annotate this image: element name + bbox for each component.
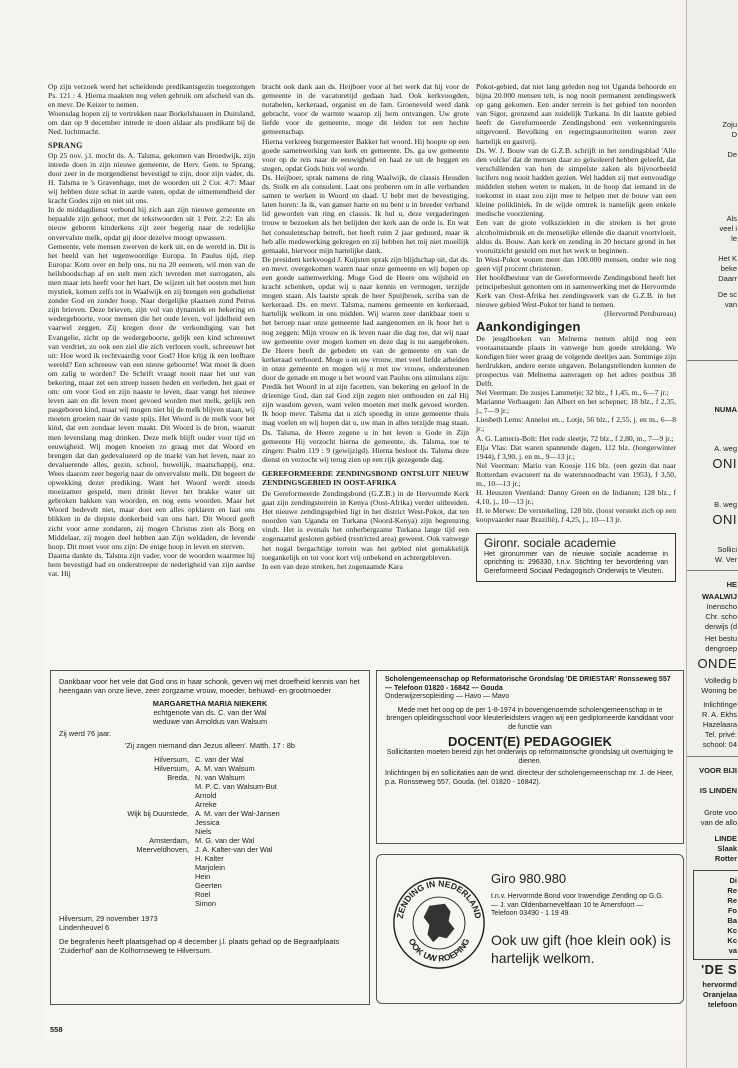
giro-donation-ad [376,854,684,1004]
article-paragraph: Gemeente, vele mensen zwerven de kerk uit, en de wereld in. Dit is het beeld van het tegenwoordige Europa. In Paulus tijd, riep Europa: Kom over en help ons, nu na 20 eeuwen, wil men van de heilsboodschap af en stelt men zich tevreden met surrogaten, als men maar iets heeft voor het hart. De wijzen uit het oosten met hun mystiek, komen zelfs tot in Waalwijk en zij brengen een godsdienst zonder God en zonder hoop. Naar dergelijke plaatsen zond Petrus zijn brieven. Deze brieven, zijn vol van dynamiek en bekering en wedergeboorte, voor mensen die het oude leven, vol ijdelheid een vaarwel zeggen. Zij kregen door de verkondiging van het Evangelie, zicht op de wedergeboorte, gelijk een kind schreeuwt van verdriet, zo ook een ziel die zich verloren voelt, schreeuwt het uit: Hoe word ik rechtvaardig voor God? Hoe krijg ik een leefbare wereld? Een schreeuw van een nieuw geboorne! Wat moet ik doen om zalig te worden? De Schrift vraagt nooit naar het uur van bekering, maar zet een streep tussen heden en verleden, het gaat er om: om voor God en zijn naaste te leven, daar vangt het nieuwe leven aan en dit leven moet gevoed worden met melk, gelijk een pasgeboren kind, maar wij mogen niet bij de melk blijven staan, wij moeten groeien naar de vaste spijs. Het Woord is de melk voor het kind, dat een zondaar leven maakt. Dit Woord is de bron, waaruit men levenslang mag drinken. Deze melk blijft ouder voor tijd en eeuwigheid. Wij mogen knoeien zo graag met dat Woord en brengen dat dan gedevalueerd op de markt van het leven, naar zo devaluerende alles, gezin, school, huwelijk, maatschappij, enz. Wees daarom zeer begerig naar de onvervalste melk. Dit begeert de opwekking dezer prediking. Want het Woord werdt steeds moeizamer gespeld, men drinkt liever het brakke water uit gebroken bakken van woorden, en nog eens woorden. Maar het Woord bedevelt niet, maar doet een alles opklaren en laat ons blikken in de diepste donkerheid van ons hart. Dit Woord geeft zicht voor arme zondaren, zij mogen Christus zien als Borg en Middelaar, zij mogen deel hebben aan Zijn weldaden, de levende hoop. Dit moet voor ons zijn: De enige hoop in leven en sterven. [48,241,255,551]
edge-text: Re [727,896,737,905]
edge-text: Sollici [717,545,737,554]
school-subheader: Onderwijzersopleiding — Havo — Mavo [385,693,510,701]
article-paragraph: In de middagdienst verbond hij zich aan zijn nieuwe gemeente en bepaalde zijn gehoor, met de tekstwoorden uit 1 Petr. 2:2: En als nieuw geboren kinderkens zijt zeer begerig naar de redelijke onvervalste melk, opdat gij door dezelve moogt opwassen. [48,205,255,242]
article-paragraph: Hierna verkreeg burgemeester Bakker het woord. Hij hoopte op een goede samenwerking van kerk en gemeente. Ds. ga uw gemeente voor op de reis naar de eeuwigheid en haal ze uit de heggen en stegen, opdat Gods huis vol worde. [262,136,469,173]
family-member: Arreke [195,800,217,809]
article-paragraph: Het hoofdbestuur van de Gereformeerde Zendingsbond heeft het principebesluit genomen om in samenwerking met de Hervormde Kerk van Oost-Afrika het zendingswerk van de G.Z.B. in het nieuwe gebied West-Pokot ter hand te nemen. [476,272,676,310]
family-member: Marjolein [195,863,225,872]
edge-text: VOOR BIJI [699,766,737,775]
article-paragraph: bracht ook dank aan ds. Heijboer voor al het werk dat hij voor de gemeente in de vacaturetijd gedaan had. Ook kerkvoogden, notabelen, kerkeraad, organist en de fam. Groeneveld werd dank gebracht, voor de warmte waarop zij hem ontvangen. Uw grote liefde voor de gemeente, moge dit leiden tot een hechte gemeenschap. [262,82,469,137]
mission-seal-icon [391,875,487,971]
edge-text: Di [729,876,737,885]
age-line: Zij werd 76 jaar. [59,729,112,738]
widow-line: weduwe van Arnoldus van Walsum [152,717,268,726]
book-listing: H. te Merwe: De verstekeling, 128 blz. (loost verstekt zich op een koopvaarder naar Brazilië), f 4,25, j., 10—13 jr. [476,506,676,525]
family-member: J. A. Kalter-van der Wal [195,845,273,854]
svg-text:OOK UW ROEPING [407,937,472,964]
edge-text: 'DE S [701,962,737,977]
family-place [59,800,189,809]
book-listing: Liesbeth Lems: Annelot en... Lotje, 56 blz., f 2,55, j. en m., 6—8 jr.; [476,415,676,434]
family-place [59,881,189,890]
family-place: Breda, [167,773,189,782]
column-2 [262,82,469,571]
edge-text: Het K [718,254,737,263]
school-header: Scholengemeenschap op Reformatorische Grondslag 'DE DRIESTAR' Ronsseweg 557 — Telefoon 01820 - 16842 — Gouda [385,676,671,692]
giro-number: Giro 980.980 [491,871,567,886]
book-listing: Elja Vlas: Dat waren spannende dagen, 112 blz. (hongerwinter 1944), f 3,90, j. en m., 9—13 jr.; [476,442,676,461]
article-paragraph: De president kerkvoogd J. Kuijsten sprak zijn blijdschap uit, dat ds. en mevr. overgekomen waren naar onze gemeente en wij hopen op een goede samenwerking. Moge God de Heere ons wijsheid en kracht schenken, opdat wij u naar kennis en vermogen, terzijde mogen staan. Als laatste sprak de heer Spuijbroek, scriba van de kerkeraad. Ds. en mevr. Talsma, namens gemeente en kerkeraad, hartelijk welkom in ons midden. Wij waren zeer dankbaar toen u het beroep naar onze gemeente had aangenomen en ik hoor het u nog zeggen: Mijn vrouw en ik leven naar die dag toe, dat wij naar uw gemeente over mogen komen en deze dag is nu aangebroken. De Heere heeft de gebeden en van de gemeente en van de kerkeraad verhoord. Moge u en uw vrouw, met veel liefde arbeiden in onze gemeente en mogen wij u met uw vrouw, ondersteunen door de genade en moge u het woord van Paulus ons stimulans zijn: Predik het Woord in al zijn facetten, van bekering en geloof in de drieenige God, dan zal God zijn zegen niet onthouden en zal Hij zijn wasdom geven, want velen moeten met melk gevoed worden. Ik hoop mevr. Talsma dat u zich spoedig in onze gemeente thuis mag voelen en wij hopen dat u, uw man in alles terzijde mag staan. Ds. Talsma, de Heere zegene u in het leven u Gode in Zijn gemeente Hij verzocht hierna de gemeente, ds. Talsma, toe te zingen: Psalm 119 : 9 (gewijzigd). Hierna besloot ds. Talsma deze dienst en verzocht wij terug zien op een rijk gezegende dag. [262,254,469,464]
family-member: M. P. C. van Walsum-But [195,782,277,791]
family-place [59,854,189,863]
book-listing: A. G. Lameris-Bolt: Het rode sleetje, 72 blz., f 2,80, m., 7—9 jr.; [476,433,674,443]
edge-text: le [731,234,737,243]
edge-text: De [727,150,737,159]
death-notice-intro: Dankbaar voor het vele dat God ons in haar schonk, geven wij met droefheid kennis van het heengaan van onze lieve, zeer zorgzame vrouw, moeder, behuwd- en grootmoeder [59,677,360,695]
family-place [59,827,189,836]
family-member: Roel [195,890,211,899]
family-member: Niels [195,827,212,836]
book-listing: Marianne Verhaagen: Jan Albert en het schepnet; 18 blz., f 2,35, j., 7—9 jr.; [476,397,676,416]
family-member: Jessica [195,818,220,827]
edge-text: Fo [727,906,737,915]
giro-account-holder: t.n.v. Hervormde Bond voor Inwendige Zending op G.G. — J. van Oldenbarneveltlaan 10 te Amersfoort — Telefoon 03490 - 1 19 49. [491,893,664,918]
edge-text: Volledig b [704,676,737,685]
edge-text: veel i [719,224,737,233]
article-paragraph: Ds. Heijboer, sprak namens de ring Waalwijk, de classis Heusden ds. Stolk en als consulent. Laat ons proberen om in alle verbanden samen te werken in Woord en daad. U bebt met de bevestiging, laten horen: Ja ik, van ganser harte en nu bent u in breeder verband lid geworden van ring en classis. Ik hul u, deze vergaderingen trouw te bezoeken als het belijden der kerk aan de orde is. En wat het consulentschap betreft, het heeft ruim 2 jaar geduurd, maar ik heb alle medewerking gekregen en zij hebben het mij niet moeilijk gemaakt, hiervoor mijn hartelijke dank. [262,172,469,255]
edge-text: W. Ver [714,555,737,564]
edge-text: De sc [717,290,737,299]
family-member: H. Kalter [195,854,224,863]
edge-text: LINDE [714,834,737,843]
article-paragraph: Daarna dankte ds. Talsma zijn vader, voor de woorden waarmee hij hem bevestigd had en onderstreepte de nederigheid van zijn aardse vat. Hij [48,550,255,578]
edge-text: Het bestu [704,634,737,643]
family-member: A. M. van der Wal-Jansen [195,809,280,818]
book-listing: H. Heuszen Veenland: Danny Green en de Indianen; 128 blz., f 4,10, j., 10—13 jr.; [476,488,676,507]
family-member: M. G. van der Wal [195,836,255,845]
donation-appeal: Ook uw gift (hoe klein ook) is hartelijk welkom. [491,932,671,966]
edge-text: van [724,300,737,309]
article-paragraph: Pokot-gebied, dat niet lang geleden nog tot Uganda behoorde en bijna 20.000 mensen telt, is nog nooit permanent zendingswerk op gang gekomen. Een ander terrein is het gebied ten noorden van Sigor, grenzend aan zuidelijk Turkana. In dit laatste gebied heeft de Gereformeerde Zendingsbond een verkenningsreis uitgevoerd. Bevolking en regeringsautoriteiten waren zeer hartelijk en gastvrij. [476,82,676,146]
edge-text: Zoju [722,120,737,129]
column-1 [48,82,255,578]
family-member: Geerten [195,881,222,890]
family-member: A. M. van Walsum [195,764,255,773]
edge-text: A. weg [714,444,737,453]
edge-text: ONI [712,512,737,527]
edge-text: Hazelaara [702,720,737,729]
family-place: Amsterdam, [149,836,189,845]
edge-text: Chr. scho [705,612,737,621]
family-member: Arnold [195,791,217,800]
edge-text: beke [720,264,737,273]
family-place [59,890,189,899]
vacancy-text: Mede met het oog op de per 1-8-1974 in bovengenoemde scholengemeenschap in te brengen opleidingsschool voor kleuterleidsters vragen wij een gediplomeerde kandidaat voor de functie van [386,706,674,731]
article-paragraph: Woensdag hopen zij te vertrekken naar Borkelshausen in Duitsland, om dan op 9 december intrede te doen aldaar als predikant bij de Ned. luchtmacht. [48,109,255,137]
adjacent-page-strip [686,0,738,1068]
family-member: N. van Walsum [195,773,245,782]
edge-text: B. weg [714,500,737,509]
family-place: Meerveldhoven, [136,845,189,854]
edge-text: Inenscho [706,602,737,611]
seal-top-text: ZENDING IN NEDERLAND [394,878,484,920]
bible-verse: 'Zij zagen niemand dan Jezus alleen'. Matth. 17 : 8b [124,741,296,750]
family-place [59,872,189,881]
vacancy-requirement: Sollicitanten moeten bereid zijn het onderwijs op reformatorische grondslag uit overtuiging te dienen. [386,749,674,765]
burial-note: De begrafenis heeft plaatsgehad op 4 december j.l. plaats gehad op de Begraafplaats 'Zuiderhof' aan de Kolhornseweg te Hilversum. [59,937,340,955]
edge-text: derwijs (d [704,622,737,631]
edge-text: Kc [727,926,737,935]
edge-text: va [728,946,737,955]
death-notice [50,670,370,1005]
edge-text: Grote voo [704,808,737,817]
article-paragraph: Op 25 nov. j.l. mocht ds. A. Talsma, gekomen van Broedwijk, zijn intrede doen in zijn nieuwe gemeente, de Herv. Gem. te Sprang, door zeer in de morgendienst bevestigd te zijn, door zijn vader, ds. H. Talsma te 's Gravenhage, met de woorden uit 2 Cor. 4:7: Maar wij hebben deze schat in aarde vaten, opdat de uitnemendheid der kracht Godes zijn en niet uit ons. [48,150,255,206]
family-member: Simon [195,899,216,908]
vacancy-title: DOCENT(E) PEDAGOGIEK [448,733,612,749]
academy-notice-title: Gironr. sociale academie [484,535,617,550]
book-listing: Nel Veerman: Mario van Koosje 116 blz. (een gezin dat naar Rotterdam evacueert na de watersnoodnacht van 1953), f 3,50, m., 10—13 jr.; [476,460,676,489]
seal-bottom-text: OOK UW ROEPING [406,936,472,964]
edge-text: Kc [727,936,737,945]
page-number: 558 [50,1025,63,1034]
address-line: Lindenheuvel 6 [59,923,110,932]
spouse-line: echtgenote van ds. C. van der Wal [153,708,267,717]
announcements-intro: De jeugdboeken van Melnema nemen altijd nog een vooraanstaande plaats in vanwege hun goede strekking. We kondigen hier weer graag de volgende deeltjes aan. Sommige zijn herdrukken, andere eerste uitgaven. Belangstellenden kunnen de prospectus van Melnema aanvragen op het adres postbus 38 Delft. [476,333,676,388]
edge-text: dengroep [705,644,737,653]
edge-text: Oranjelaa [702,990,737,999]
section-heading-sprang: SPRANG [48,140,83,150]
article-paragraph: Ds. W. J. Bouw van de G.Z.B. schrijft in het zendingsblad 'Alle den volcke' dat de mensen daar zo geïsoleerd hebben geleefd, dat verschillenden van hen de simpelste zaken als bijvoorbeeld lucifers nog nooit hadden gezien. Wel hadden zij met eenvoudige middelen stehen weten te maken, in de hoop dat iemand in de toekomst in staat zou zijn mee te helpen met de bouw van een kleine polikliniek. In de wijde omtrek is namelijk geen enkele medische voorziening. [476,145,676,219]
edge-text: Tel. privé: [704,730,737,739]
family-place [59,863,189,872]
deceased-name: MARGARETHA MARIA NIEKERK [152,699,268,708]
book-listing: Nel Veerman: De zusjes Lammetje; 32 blz., f 1,45, m., 6—7 jr.; [476,388,669,398]
edge-text: Ba [727,916,737,925]
press-credit: (Hervormd Persbureau) [604,309,676,319]
edge-text: Rotter [714,854,737,863]
edge-text: ONI [712,456,737,471]
edge-text: D [731,130,737,139]
family-place [59,782,189,791]
article-paragraph: Een van de grote volksziekten in die streken is het grote alcoholmisbruik en de menselijke ellende die daaruit voortvloeit, aldus ds. Bouw. Aan kerk en zending in 20 hectare grond in het vooruitzicht gesteld om met het werk te beginnen. [476,218,676,255]
edge-text: WAALWIJ [702,592,737,601]
article-paragraph: De Gereformeerde Zendingsbond (G.Z.B.) in de Hervormde Kerk gaat zijn zendingsterrein in Kenya (Oost-Afrika) verder uitbreiden. Het nieuwe zendingsgebied ligt in het district West-Pokot, dat ten noorden van Uganda en Turkana (Noord-Kenya) zijn begrenzing vindt. Het is evenals het onherbergzame Turkana lange tijd een zogenaamd gesloten gebied (restricted area) geweest. Ook vanwege het nogal bergachtige terrein was het gebied niet gemakkelijk toegankelijk en tot voor kort vrij onbekend en achtergebleven. [262,488,469,562]
edge-text: telefoon [707,1000,737,1009]
edge-text: ONDE [697,656,737,671]
edge-text: Woning be [701,686,737,695]
family-place: Hilversum, [154,764,189,773]
edge-text: HE [726,580,737,589]
family-place [59,818,189,827]
article-paragraph: In West-Pokot wonen meer dan 100.000 mensen, onder wie nog geen vijf procent christenen. [476,254,676,273]
announcements-heading: Aankondigingen [476,319,581,335]
edge-text: Inlichtinge [703,700,737,709]
edge-text: hervormd [702,980,737,989]
family-member: Hein [195,872,211,881]
edge-text: Als [726,214,737,223]
family-member: C. van der Wal [195,755,244,764]
edge-text: Daarr [718,274,737,283]
edge-text: R. A. Ekhs [701,710,737,719]
edge-text: IS LINDEN [699,786,737,795]
edge-text: van de allo [700,818,737,827]
academy-notice-body: Het gironummer van de nieuwe sociale academie in oprichting is: 296330, t.n.v. Stichting ter bevordering van Gereformeerd Sociaal Pedagogisch Onderwijs te Vleuten. [484,550,668,575]
family-place [59,791,189,800]
article-paragraph: Op zijn verzoek werd het scheidende predikantsgezin toegezongen Ps. 121 : 4. Hierna maakten nog velen gebruik om afscheid van ds. en mevr. De Keizer te nemen. [48,82,255,110]
edge-text: NUMA [714,405,737,414]
school-vacancy-ad [376,670,684,844]
vacancy-contact: Inlichtingen bij en sollicitaties aan de wnd. directeur der scholengemeenschap mr. J. de Heer, p.a. Ronsseweg 557, Gouda. (tel. 01820 - 16842). [385,770,674,786]
edge-text: Re [727,886,737,895]
family-place: Hilversum, [154,755,189,764]
place-date: Hilversum, 29 november 1973 [59,914,158,923]
edge-text: school: 04 [702,740,737,749]
edge-text: Slaak [717,844,737,853]
section-heading-gzb: GEREFORMEERDE ZENDINGSBOND ONTSLUIT NIEUW ZENDINGSGEBIED IN OOST-AFRIKA [262,468,469,487]
family-list [59,755,361,908]
article-paragraph: In een van deze streken, het zogenaamde Kara [262,561,403,571]
academy-notice-box [476,533,676,583]
family-place [59,899,189,908]
family-place: Wijk bij Duurstede, [127,809,189,818]
column-3 [476,82,676,582]
